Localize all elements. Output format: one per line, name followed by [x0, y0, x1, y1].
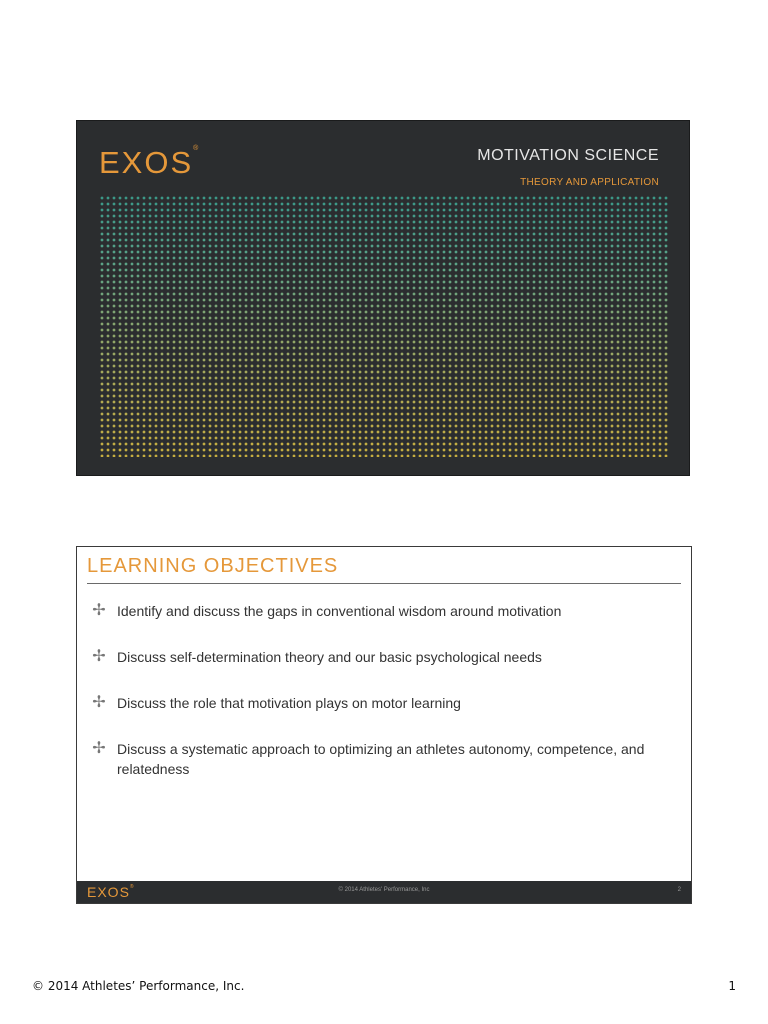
list-item-text: Discuss the role that motivation plays on motor learning — [117, 695, 461, 711]
registered-mark: ® — [193, 145, 199, 152]
slide-title: MOTIVATION SCIENCE — [477, 147, 659, 164]
list-item — [91, 693, 681, 713]
list-item — [91, 601, 681, 621]
list-item — [91, 739, 681, 779]
slide-number: 2 — [677, 887, 681, 893]
title-slide — [76, 120, 690, 476]
heading-divider — [87, 583, 681, 584]
objectives-list — [91, 601, 681, 779]
exos-logo — [99, 145, 198, 181]
objectives-slide — [76, 546, 692, 904]
plus-icon: ✢ — [92, 740, 106, 757]
slide-footer-copyright: © 2014 Athletes' Performance, Inc — [338, 887, 430, 893]
slide-subtitle: THEORY AND APPLICATION — [520, 177, 659, 188]
slide-footer-bar — [77, 881, 691, 903]
plus-icon: ✢ — [92, 694, 106, 711]
list-item-text: Discuss a systematic approach to optimizing an athletes autonomy, competence, and relatedness — [117, 741, 645, 777]
plus-icon: ✢ — [92, 602, 106, 619]
list-item-text: Discuss self-determination theory and our basic psychological needs — [117, 649, 542, 665]
list-item — [91, 647, 681, 667]
page-footer-copyright: © 2014 Athletes’ Performance, Inc. — [32, 979, 245, 993]
page-number: 1 — [728, 979, 736, 993]
exos-logo-text: EXOS — [99, 145, 194, 180]
exos-footer-logo-text: EXOS — [87, 884, 130, 900]
dot-pattern-graphic — [99, 195, 669, 457]
slide-heading: LEARNING OBJECTIVES — [87, 555, 339, 577]
list-item-text: Identify and discuss the gaps in conventional wisdom around motivation — [117, 603, 562, 619]
registered-mark: ® — [129, 884, 135, 890]
plus-icon: ✢ — [92, 648, 106, 665]
